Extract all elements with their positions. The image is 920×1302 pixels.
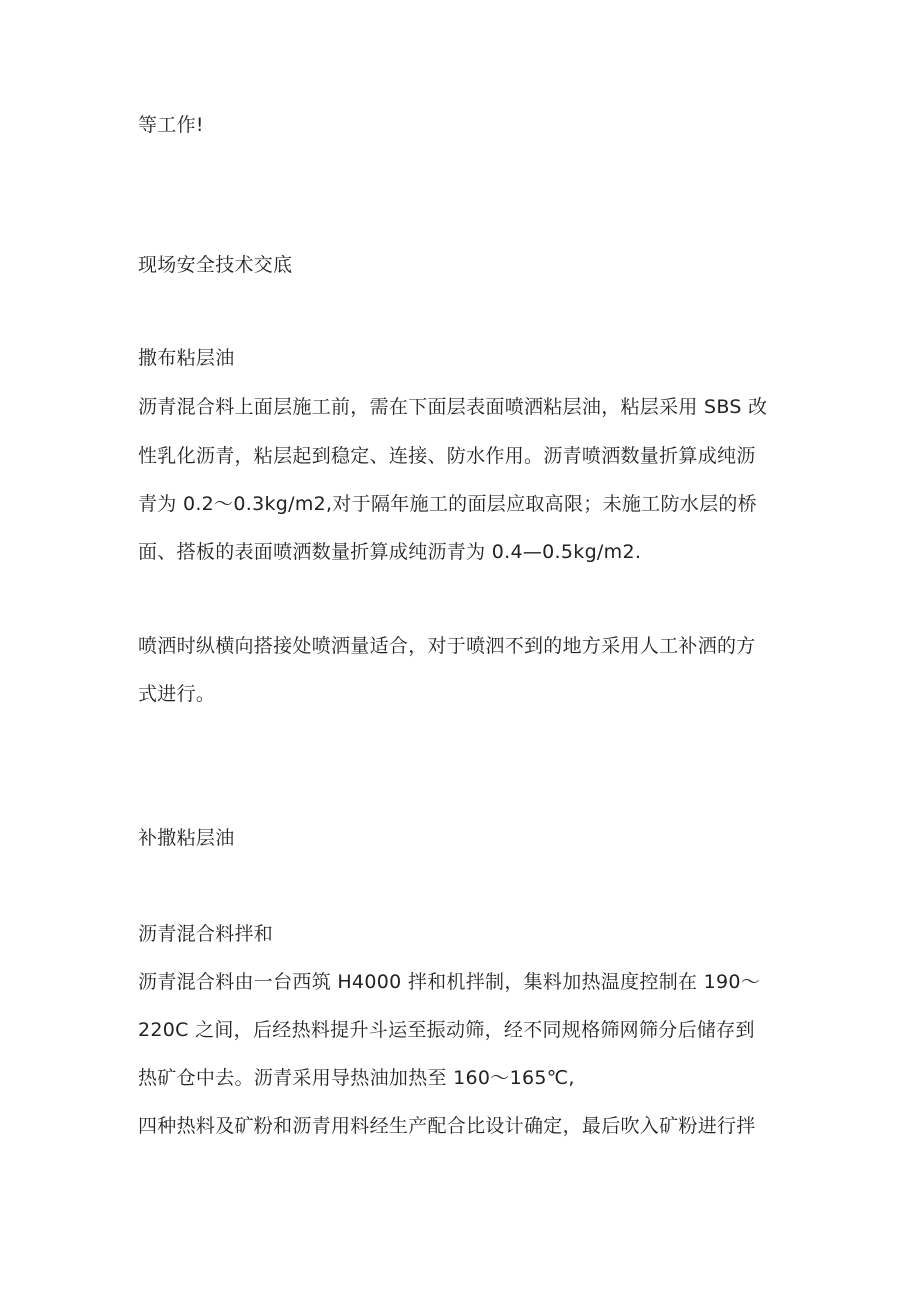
- section-heading-re-spray-tack-coat: 补撒粘层油: [138, 827, 235, 849]
- section-heading-safety-briefing: 现场安全技术交底: [138, 254, 293, 276]
- paragraph-3-line-1: 沥青混合料由一台西筑 H4000 拌和机拌制，集料加热温度控制在 190～: [138, 971, 761, 993]
- paragraph-2-line-1: 喷洒时纵横向搭接处喷洒量适合，对于喷泗不到的地方采用人工补洒的方: [138, 635, 756, 657]
- section-heading-spray-tack-coat: 撒布粘层油: [138, 347, 235, 369]
- paragraph-1-line-2: 性乳化沥青，粘层起到稳定、连接、防水作用。沥青喷洒数量折算成纯沥: [138, 445, 756, 467]
- text-line-ending: 等工作!: [138, 114, 204, 136]
- paragraph-1-line-1: 沥青混合料上面层施工前，需在下面层表面喷洒粘层油，粘层采用 SBS 改: [138, 396, 768, 418]
- section-heading-asphalt-mixing: 沥青混合料拌和: [138, 923, 274, 945]
- paragraph-2-line-2: 式进行。: [138, 683, 216, 705]
- paragraph-3-line-2: 220C 之间，后经热料提升斗运至振动筛，经不同规格筛网筛分后储存到: [138, 1019, 755, 1041]
- paragraph-3-line-4: 四种热料及矿粉和沥青用料经生产配合比设计确定，最后吹入矿粉进行拌: [138, 1115, 756, 1137]
- paragraph-3-line-3: 热矿仓中去。沥青采用导热油加热至 160～165℃,: [138, 1067, 575, 1089]
- paragraph-1-line-3: 青为 0.2～0.3kg/m2,对于隔年施工的面层应取高限；未施工防水层的桥: [138, 493, 757, 515]
- paragraph-1-line-4: 面、搭板的表面喷洒数量折算成纯沥青为 0.4—0.5kg/m2.: [138, 541, 642, 563]
